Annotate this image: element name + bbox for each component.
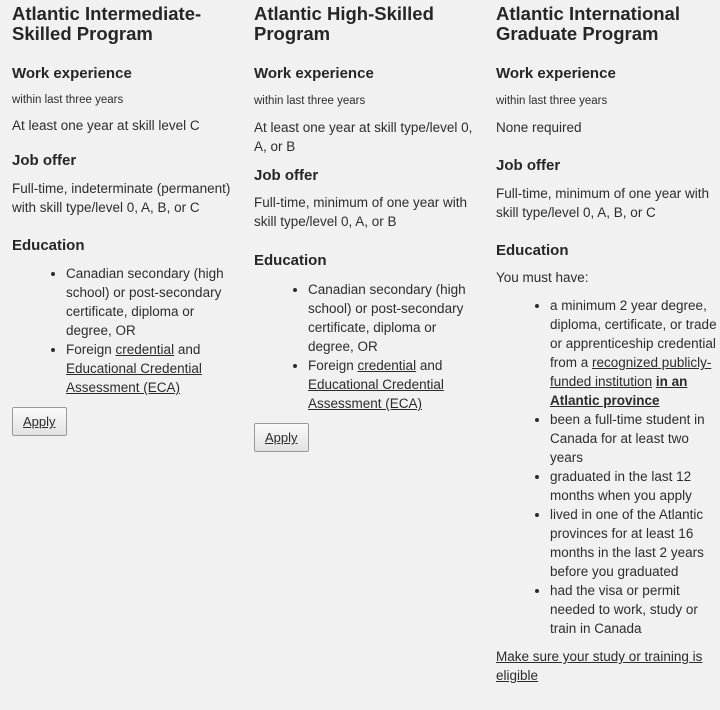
eca-link[interactable]: Educational Credential Assessment (ECA) — [66, 361, 202, 395]
job-offer-text: Full-time, minimum of one year with skill type/level 0, A, or B — [254, 195, 468, 229]
education-list — [496, 296, 718, 638]
list-item-text: and — [416, 358, 443, 373]
work-experience-text: At least one year at skill level C — [12, 118, 200, 133]
list-item: • Canadian secondary (high school) or post-secondary certificate, diploma or degree, OR — [66, 264, 234, 340]
list-item-text: Foreign — [308, 358, 358, 373]
list-item: • Canadian secondary (high school) or post-secondary certificate, diploma or degree, OR — [308, 280, 478, 356]
work-experience-heading: Work experience — [254, 65, 374, 82]
apply-button[interactable]: Apply — [12, 407, 67, 436]
eca-link[interactable]: Educational Credential Assessment (ECA) — [308, 377, 444, 411]
education-list — [12, 264, 234, 397]
list-item: • lived in one of the Atlantic provinces for at least 16 months in the last 2 years before you graduated — [550, 505, 718, 581]
list-item: • had the visa or permit needed to work, study or train in Canada — [550, 581, 718, 638]
eligibility-link[interactable]: Make sure your study or training is eligible — [496, 649, 703, 683]
work-experience-heading: Work experience — [496, 65, 616, 82]
education-heading: Education — [254, 252, 327, 269]
education-intro: You must have: — [496, 270, 589, 285]
work-experience-text: At least one year at skill type/level 0, A, or B — [254, 120, 473, 154]
education-list — [254, 280, 478, 413]
list-item-text: and — [174, 342, 201, 357]
program-column-international-graduate — [496, 0, 718, 685]
education-heading: Education — [12, 237, 85, 254]
atlantic-province-link[interactable]: in an Atlantic province — [550, 374, 688, 408]
job-offer-heading: Job offer — [12, 152, 77, 169]
list-item — [66, 340, 234, 397]
work-experience-subheading: within last three years — [496, 95, 608, 107]
job-offer-text: Full-time, minimum of one year with skill type/level 0, A, B, or C — [496, 186, 710, 220]
program-title: Atlantic International Graduate Program — [496, 3, 680, 44]
education-heading: Education — [496, 242, 569, 259]
work-experience-heading: Work experience — [12, 65, 132, 82]
list-item-text: Foreign — [66, 342, 116, 357]
job-offer-text: Full-time, indeterminate (permanent) with skill type/level 0, A, B, or C — [12, 181, 231, 215]
job-offer-heading: Job offer — [254, 167, 319, 184]
list-item — [308, 356, 478, 413]
list-item: • been a full-time student in Canada for at least two years — [550, 410, 718, 467]
program-column-intermediate-skilled — [12, 0, 234, 436]
credential-link[interactable]: credential — [357, 358, 417, 373]
work-experience-subheading: within last three years — [12, 94, 124, 106]
list-item: • graduated in the last 12 months when you apply — [550, 467, 718, 505]
job-offer-heading: Job offer — [496, 157, 561, 174]
list-item — [550, 296, 718, 410]
program-column-high-skilled — [254, 0, 478, 452]
list-item-text: a minimum 2 year degree, diploma, certificate, or trade or apprenticeship credential from a — [550, 298, 717, 370]
program-title: Atlantic High-Skilled Program — [254, 3, 434, 44]
credential-link[interactable]: credential — [115, 342, 175, 357]
work-experience-text: None required — [496, 120, 582, 135]
recognized-institution-link[interactable]: recognized publicly-funded institution — [550, 355, 712, 389]
work-experience-subheading: within last three years — [254, 95, 366, 107]
program-title: Atlantic Intermediate-Skilled Program — [12, 3, 202, 44]
apply-button[interactable]: Apply — [254, 423, 309, 452]
